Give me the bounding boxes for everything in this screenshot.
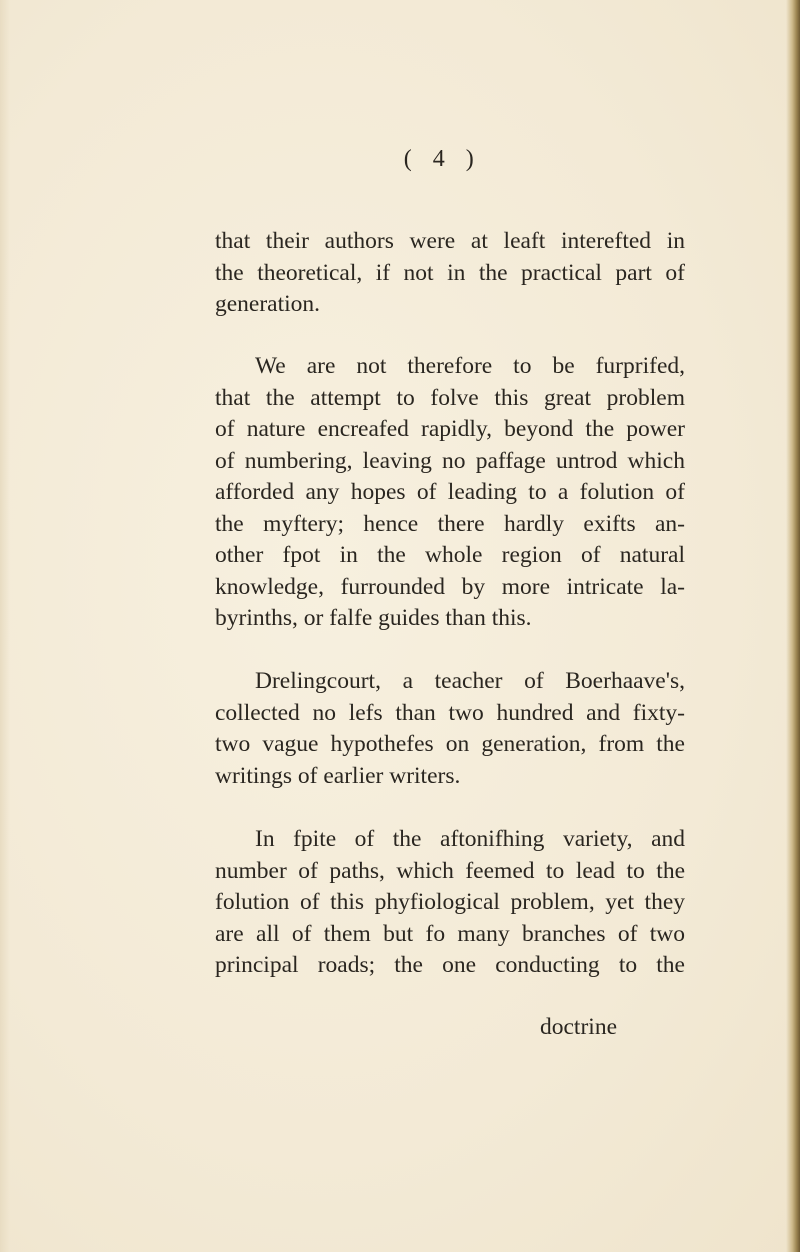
- text-line: folution of this phyfiological problem, yet they: [215, 889, 685, 915]
- text-line: that their authors were at leaft interefted in: [215, 228, 685, 254]
- text-line: number of paths, which feemed to lead to the: [215, 857, 685, 884]
- text-line: the myftery; hence there hardly exifts an-: [215, 510, 685, 537]
- text-line: knowledge, furrounded by more intricate la-: [215, 573, 685, 600]
- page-header: [0, 146, 800, 173]
- text-line: writings of earlier writers.: [215, 762, 461, 789]
- page-left-edge: [0, 0, 10, 1252]
- text-line: of numbering, leaving no paffage untrod which: [215, 447, 685, 474]
- text-line: collected no lefs than two hundred and fixty-: [215, 699, 685, 726]
- text-line: of nature encreafed rapidly, beyond the power: [215, 416, 685, 442]
- text-line: that the attempt to folve this great problem: [215, 384, 685, 411]
- paragraph-3: [215, 666, 685, 792]
- page-right-edge: [786, 0, 800, 1252]
- paragraph-1: [215, 226, 685, 321]
- text-line: two vague hypothefes on generation, from the: [215, 731, 685, 757]
- text-line: the theoretical, if not in the practical part of: [215, 259, 685, 286]
- page-number: ( 4 ): [403, 146, 475, 172]
- text-line: generation.: [215, 291, 321, 317]
- paragraph-4: [215, 824, 685, 982]
- catchword: doctrine: [540, 1014, 617, 1040]
- text-line: In fpite of the aftonifhing variety, and: [255, 826, 685, 852]
- text-line: principal roads; the one conducting to the: [215, 952, 685, 978]
- text-line: byrinths, or falfe guides than this.: [215, 605, 532, 631]
- text-line: afforded any hopes of leading to a folution of: [215, 479, 685, 505]
- text-line: Drelingcourt, a teacher of Boerhaave's,: [255, 668, 685, 694]
- paragraph-2: [215, 351, 685, 635]
- text-line: We are not therefore to be furprifed,: [255, 353, 685, 379]
- text-line: other fpot in the whole region of natural: [215, 542, 685, 568]
- text-line: are all of them but fo many branches of two: [215, 920, 685, 947]
